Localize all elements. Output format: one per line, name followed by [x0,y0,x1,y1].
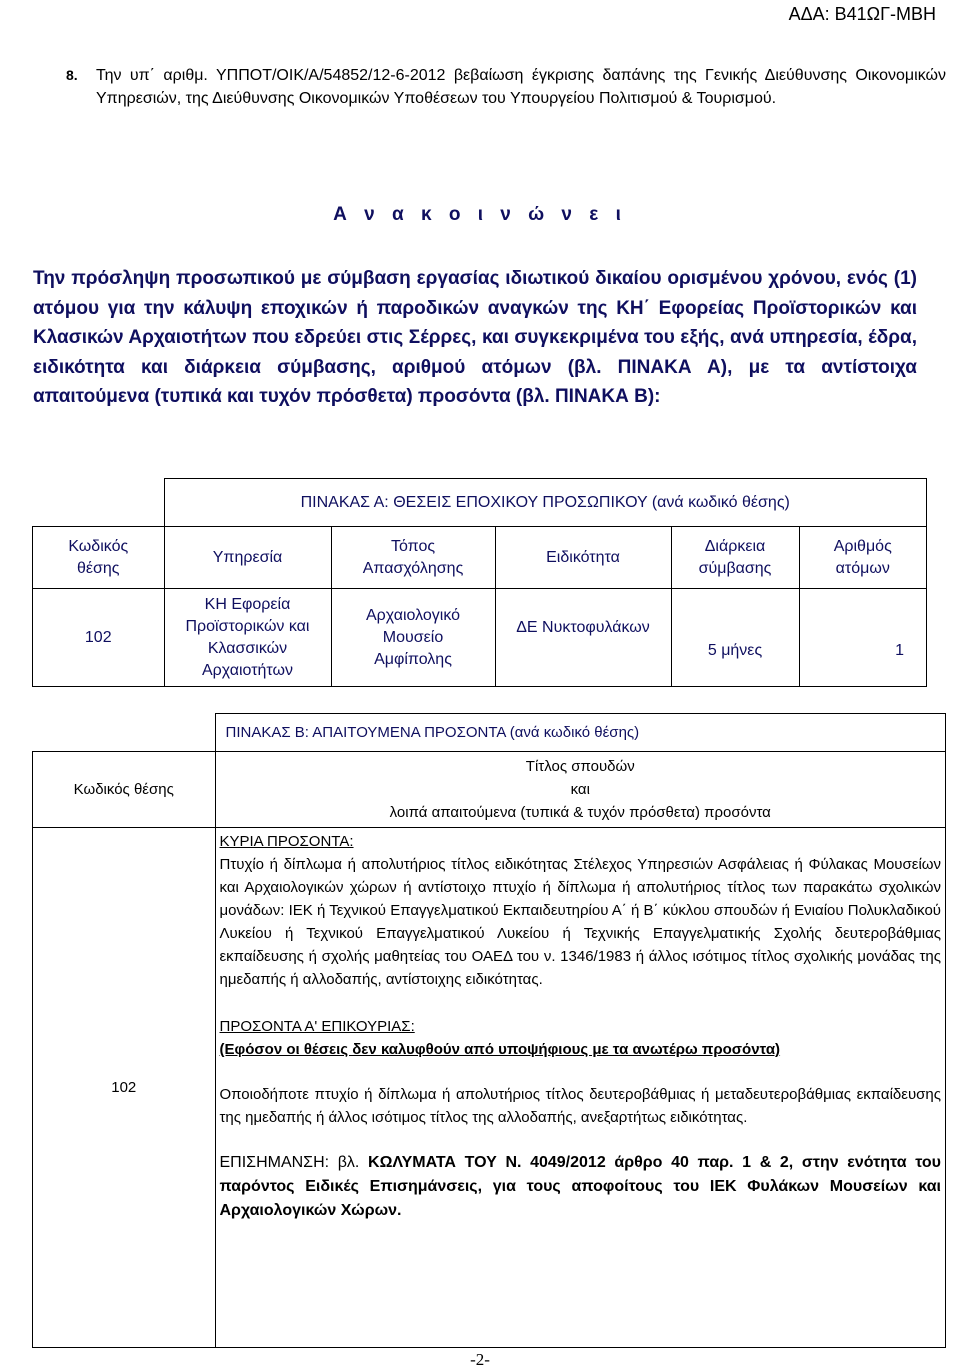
intro-paragraph: Την πρόσληψη προσωπικού με σύμβαση εργασίας ιδιωτικού δικαίου ορισμένου χρόνου, ενός (1) ατόμου για την κάλυψη εποχικών ή παροδικών αναγκών της ΚΗ΄ Εφορείας Προϊστορικών και Κλασικών Αρχαιοτήτων που εδρεύει στις Σέρρες, και συγκεκριμένα του εξής, ανά υπηρεσία, έδρα, ειδικότητα και διάρκεια σύμβασης, αριθμού ατόμων (βλ. ΠΙΝΑΚΑ Α), με τα αντίστοιχα απαιτούμενα (τυπικά και τυχόν πρόσθετα) προσόντα (βλ. ΠΙΝΑΚΑ Β): [33,268,917,407]
header-count-line2: ατόμων [835,559,890,577]
row-place [331,589,495,687]
header-duration [671,527,799,589]
row-count: 1 [799,589,927,687]
table-a-title: ΠΙΝΑΚΑΣ Α: ΘΕΣΕΙΣ ΕΠΟΧΙΚΟΥ ΠΡΟΣΩΠΙΚΟΥ (ανά κωδικό θέσης) [164,479,927,527]
main-qualifications-text: Πτυχίο ή δίπλωμα ή απολυτήριος τίτλος ειδικότητας Στέλεχος Υπηρεσιών Ασφάλειας ή Φύλακας Μουσείων και Αρχαιολογικών χώρων ή αντίστοιχο πτυχίο ή δίπλωμα ή απολυτήριος τίτλος των παρακάτω σχολικών μονάδων: ΙΕΚ ή Τεχνικού Επαγγελματικού Εκπαιδευτηρίου Α΄ ή Β΄ κύκλου σπουδών ή Ενιαίου Πολυκλαδικού Λυκείου ή Τεχνικού Επαγγελματικού Λυκείου ή Τεχνικής Επαγγελματικής Σχολής δευτεροβάθμιας εκπαίδευσης ή σχολής μαθητείας του ΟΑΕΔ του ν. 1346/1983 ή άλλος ισότιμος τίτλος σχολικής μονάδας της ημεδαπής ή αλλοδαπής, αντίστοιχης ειδικότητας. [219,856,941,988]
row-service-line3: Κλασσικών [207,639,288,657]
row-duration: 5 μήνες [671,589,799,687]
row-code: 102 [33,589,165,687]
header-code-b: Κωδικός θέσης [33,752,216,828]
aux-qualifications-text: Οποιοδήποτε πτυχίο ή δίπλωμα ή απολυτήριος τίτλος δευτεροβάθμιας ή μεταδευτεροβάθμιας εκπαίδευσης της ημεδαπής ή άλλος ισότιμος τίτλος της αλλοδαπής, ανεξαρτήτως ειδικότητας. [219,1086,941,1126]
row-specialty: ΔΕ Νυκτοφυλάκων [495,589,671,687]
header-duration-line2: σύμβασης [698,559,772,577]
aux-qualifications-heading: ΠΡΟΣΟΝΤΑ Α' ΕΠΙΚΟΥΡΙΑΣ: [219,1018,415,1035]
table-b-blank [33,714,216,752]
header-qual-line3: λοιπά απαιτούμενα (τυπικά & τυχόν πρόσθετα) προσόντα [389,804,771,821]
header-code [33,527,165,589]
header-place-line2: Απασχόλησης [362,559,464,577]
note-text: ΚΩΛΥΜΑΤΑ ΤΟΥ Ν. 4049/2012 άρθρο 40 παρ. 1 & 2, στην ενότητα του παρόντος Ειδικές Επισημάνσεις, για τους αποφοίτους του ΙΕΚ Φυλάκων Μουσείων και Αρχαιολογικών Χώρων. [219,1154,941,1219]
item-text: Την υπ΄ αριθμ. ΥΠΠΟΤ/ΟΙΚ/Α/54852/12-6-2012 βεβαίωση έγκρισης δαπάνης της Γενικής Διεύθυνσης Οικονομικών Υπηρεσιών, της Διεύθυνσης Οικονομικών Υποθέσεων του Υπουργείου Πολιτισμού & Τουρισμού. [96,67,946,107]
header-service: Υπηρεσία [164,527,331,589]
header-count [799,527,927,589]
row-code-b: 102 [33,828,216,1348]
table-b [32,713,946,1348]
header-qual-line2: και [570,781,590,798]
announce-heading: Α ν α κ ο ι ν ώ ν ε ι [333,204,627,225]
table-b-title: ΠΙΝΑΚΑΣ Β: ΑΠΑΙΤΟΥΜΕΝΑ ΠΡΟΣΟΝΤΑ (ανά κωδικό θέσης) [215,714,946,752]
item-number: 8. [66,67,78,83]
note [220,1151,942,1223]
main-qualifications-heading: ΚΥΡΙΑ ΠΡΟΣΟΝΤΑ: [219,833,354,850]
header-code-line1: Κωδικός [68,537,129,555]
row-place-line1: Αρχαιολογικό [365,606,461,624]
header-qual-line1: Τίτλος σπουδών [525,758,635,775]
row-place-line2: Μουσείο [382,628,444,646]
table-a-header-row [33,527,927,589]
table-row [33,589,927,687]
note-label: ΕΠΙΣΗΜΑΝΣΗ: βλ. [219,1154,360,1171]
header-count-line1: Αριθμός [833,537,892,555]
table-a-blank [33,479,165,527]
header-qualifications [215,752,946,828]
page-number: -2- [470,1350,490,1369]
header-code-line2: θέσης [76,559,120,577]
ada-code: ΑΔΑ: Β41ΩΓ-ΜΒΗ [788,4,936,24]
aux-qualifications-subheading: (Εφόσον οι θέσεις δεν καλυφθούν από υποψήφιους με τα ανωτέρω προσόντα) [219,1041,781,1058]
table-b-header-row [33,752,946,828]
header-duration-line1: Διάρκεια [704,537,766,555]
row-service-line4: Αρχαιοτήτων [201,661,294,679]
header-specialty: Ειδικότητα [495,527,671,589]
table-a [32,478,927,687]
header-place [331,527,495,589]
table-row [33,828,946,1348]
qualifications-content [215,828,946,1348]
row-place-line3: Αμφίπολης [374,650,452,668]
row-service [164,589,331,687]
list-item-8 [66,64,946,110]
header-place-line1: Τόπος [390,537,436,555]
row-service-line1: ΚΗ Εφορεία [204,595,291,613]
row-service-line2: Προϊστορικών και [185,617,310,635]
